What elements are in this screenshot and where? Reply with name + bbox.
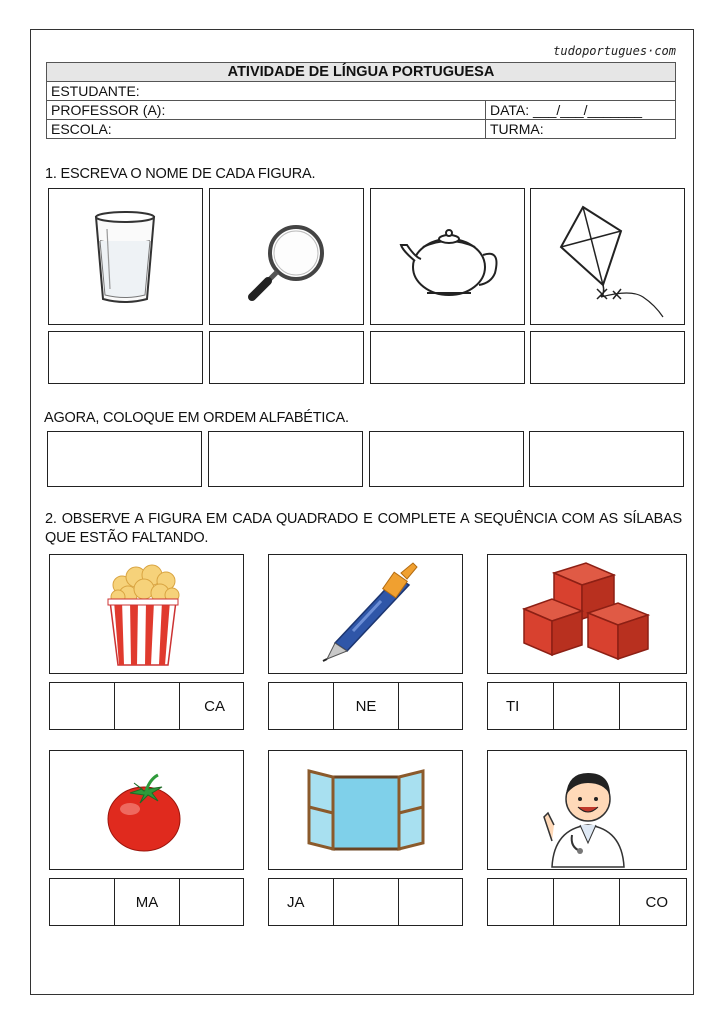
glass-icon [49, 189, 201, 323]
answer-box-3[interactable] [370, 331, 525, 384]
alphabetical-box-4[interactable] [529, 431, 684, 487]
kite-icon [531, 189, 683, 323]
alphabetical-prompt: AGORA, COLOQUE EM ORDEM ALFABÉTICA. [44, 410, 349, 426]
page-title: ATIVIDADE DE LÍNGUA PORTUGUESA [47, 63, 676, 82]
figure-box-window [268, 750, 463, 870]
figure-box-doctor [487, 750, 687, 870]
teapot-icon [371, 189, 523, 323]
header-table [46, 62, 676, 139]
answer-box-4[interactable] [530, 331, 685, 384]
popcorn-icon [50, 555, 242, 672]
syllable-cell-bricks-3[interactable] [619, 682, 687, 730]
doctor-icon [488, 751, 685, 868]
syllable-cell-pen-3[interactable] [398, 682, 463, 730]
figure-box-magnifier [209, 188, 364, 325]
class-field[interactable]: TURMA: [486, 120, 676, 139]
syllable-cell-doctor-1[interactable] [487, 878, 554, 926]
figure-box-popcorn [49, 554, 244, 674]
bricks-icon [488, 555, 685, 672]
magnifying-glass-icon [210, 189, 362, 323]
syllable-cell-pen-2: NE [333, 682, 399, 730]
alphabetical-box-3[interactable] [369, 431, 524, 487]
pen-icon [269, 555, 461, 672]
syllable-cell-popcorn-2[interactable] [114, 682, 180, 730]
figure-box-teapot [370, 188, 525, 325]
question-2-prompt: 2. OBSERVE A FIGURA EM CADA QUADRADO E COMPLETE A SEQUÊNCIA COM AS SÍLABAS QUE ESTÃO FALTANDO. [45, 511, 682, 546]
date-field[interactable]: DATA: ___/___/_______ [486, 101, 676, 120]
figure-box-kite [530, 188, 685, 325]
tomato-icon [50, 751, 242, 868]
syllable-cell-doctor-2[interactable] [553, 878, 620, 926]
syllable-cell-popcorn-3: CA [179, 682, 244, 730]
alphabetical-box-1[interactable] [47, 431, 202, 487]
student-field[interactable]: ESTUDANTE: [47, 82, 676, 101]
teacher-field[interactable]: PROFESSOR (A): [47, 101, 486, 120]
syllable-cell-bricks-1: TI [487, 682, 554, 730]
syllable-cell-window-3[interactable] [398, 878, 463, 926]
syllable-cell-tomato-2: MA [114, 878, 180, 926]
figure-box-pen [268, 554, 463, 674]
school-field[interactable]: ESCOLA: [47, 120, 486, 139]
figure-box-glass [48, 188, 203, 325]
syllable-cell-doctor-3: CO [619, 878, 687, 926]
syllable-cell-tomato-1[interactable] [49, 878, 115, 926]
window-icon [269, 751, 461, 868]
syllable-cell-bricks-2[interactable] [553, 682, 620, 730]
alphabetical-box-2[interactable] [208, 431, 363, 487]
syllable-cell-window-1: JA [268, 878, 334, 926]
question-1-prompt: 1. ESCREVA O NOME DE CADA FIGURA. [45, 166, 316, 182]
syllable-cell-pen-1[interactable] [268, 682, 334, 730]
figure-box-bricks [487, 554, 687, 674]
figure-box-tomato [49, 750, 244, 870]
syllable-cell-popcorn-1[interactable] [49, 682, 115, 730]
answer-box-2[interactable] [209, 331, 364, 384]
syllable-cell-window-2[interactable] [333, 878, 399, 926]
answer-box-1[interactable] [48, 331, 203, 384]
syllable-cell-tomato-3[interactable] [179, 878, 244, 926]
brand-watermark: tudoportugues·com [553, 44, 676, 58]
